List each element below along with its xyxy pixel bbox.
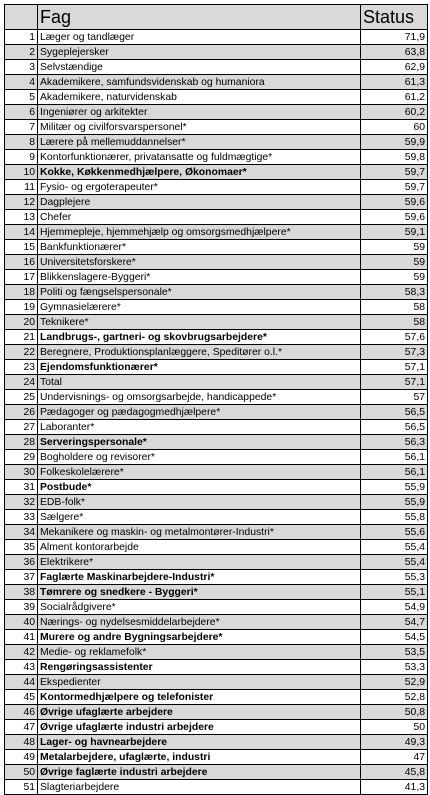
row-fag: Bankfunktionærer* <box>38 240 361 255</box>
row-number: 38 <box>5 585 38 600</box>
table-row <box>5 540 428 555</box>
row-number: 28 <box>5 435 38 450</box>
row-fag: Nærings- og nydelsesmiddelarbejdere* <box>38 615 361 630</box>
row-status: 63,8 <box>361 45 428 60</box>
row-status: 58 <box>361 300 428 315</box>
row-number: 49 <box>5 750 38 765</box>
row-number: 43 <box>5 660 38 675</box>
row-status: 58,3 <box>361 285 428 300</box>
table-row <box>5 360 428 375</box>
row-fag: Landbrugs-, gartneri- og skovbrugsarbejdere* <box>38 330 361 345</box>
row-fag: Læger og tandlæger <box>38 30 361 45</box>
table-row <box>5 210 428 225</box>
row-number: 17 <box>5 270 38 285</box>
table-row <box>5 525 428 540</box>
row-status: 59,7 <box>361 165 428 180</box>
row-fag: Politi og fængselspersonale* <box>38 285 361 300</box>
row-fag: Serveringspersonale* <box>38 435 361 450</box>
row-fag: Postbude* <box>38 480 361 495</box>
table-row <box>5 720 428 735</box>
row-number: 22 <box>5 345 38 360</box>
table-row <box>5 765 428 780</box>
row-status: 53,5 <box>361 645 428 660</box>
table-row <box>5 705 428 720</box>
row-number: 20 <box>5 315 38 330</box>
row-status: 56,1 <box>361 465 428 480</box>
table-body <box>5 30 428 795</box>
table-row <box>5 45 428 60</box>
row-number: 19 <box>5 300 38 315</box>
table-row <box>5 90 428 105</box>
row-fag: Sælgere* <box>38 510 361 525</box>
row-fag: Slagteriarbejdere <box>38 780 361 795</box>
table-row <box>5 105 428 120</box>
table-row <box>5 780 428 795</box>
row-fag: Hjemmepleje, hjemmehjælp og omsorgsmedhjælpere* <box>38 225 361 240</box>
row-status: 45,8 <box>361 765 428 780</box>
row-fag: Faglærte Maskinarbejdere-Industri* <box>38 570 361 585</box>
row-number: 4 <box>5 75 38 90</box>
row-status: 59,7 <box>361 180 428 195</box>
table-row <box>5 75 428 90</box>
row-status: 55,8 <box>361 510 428 525</box>
row-status: 56,5 <box>361 405 428 420</box>
table-row <box>5 150 428 165</box>
row-fag: Pædagoger og pædagogmedhjælpere* <box>38 405 361 420</box>
row-number: 41 <box>5 630 38 645</box>
table-row <box>5 570 428 585</box>
row-status: 59,9 <box>361 135 428 150</box>
row-status: 61,3 <box>361 75 428 90</box>
header-status: Status <box>361 5 428 30</box>
row-number: 51 <box>5 780 38 795</box>
row-status: 55,1 <box>361 585 428 600</box>
row-status: 59,6 <box>361 195 428 210</box>
row-number: 33 <box>5 510 38 525</box>
row-fag: Lærere på mellemuddannelser* <box>38 135 361 150</box>
row-status: 56,1 <box>361 450 428 465</box>
row-fag: Metalarbejdere, ufaglærte, industri <box>38 750 361 765</box>
row-status: 41,3 <box>361 780 428 795</box>
table-row <box>5 330 428 345</box>
row-fag: Medie- og reklamefolk* <box>38 645 361 660</box>
table-row <box>5 300 428 315</box>
table-header <box>5 5 428 30</box>
row-number: 32 <box>5 495 38 510</box>
row-fag: Folkeskolelærere* <box>38 465 361 480</box>
row-fag: Elektrikere* <box>38 555 361 570</box>
row-status: 57,3 <box>361 345 428 360</box>
row-number: 37 <box>5 570 38 585</box>
table-row <box>5 270 428 285</box>
row-number: 10 <box>5 165 38 180</box>
row-number: 18 <box>5 285 38 300</box>
table-row <box>5 510 428 525</box>
row-fag: Alment kontorarbejde <box>38 540 361 555</box>
row-status: 55,4 <box>361 540 428 555</box>
row-status: 55,4 <box>361 555 428 570</box>
table-row <box>5 375 428 390</box>
row-status: 55,9 <box>361 495 428 510</box>
table-row <box>5 225 428 240</box>
row-status: 56,3 <box>361 435 428 450</box>
row-fag: Beregnere, Produktionsplanlæggere, Speditører o.l.* <box>38 345 361 360</box>
row-number: 44 <box>5 675 38 690</box>
row-number: 6 <box>5 105 38 120</box>
table-row <box>5 435 428 450</box>
row-status: 59 <box>361 255 428 270</box>
row-number: 34 <box>5 525 38 540</box>
row-status: 59 <box>361 240 428 255</box>
table-row <box>5 465 428 480</box>
row-fag: Total <box>38 375 361 390</box>
table-row <box>5 165 428 180</box>
row-number: 27 <box>5 420 38 435</box>
table-row <box>5 255 428 270</box>
row-number: 9 <box>5 150 38 165</box>
row-number: 35 <box>5 540 38 555</box>
row-fag: Øvrige faglærte industri arbejdere <box>38 765 361 780</box>
table-row <box>5 675 428 690</box>
row-number: 45 <box>5 690 38 705</box>
table-row <box>5 120 428 135</box>
row-status: 55,3 <box>361 570 428 585</box>
row-fag: Selvstændige <box>38 60 361 75</box>
row-fag: Chefer <box>38 210 361 225</box>
row-fag: Murere og andre Bygningsarbejdere* <box>38 630 361 645</box>
header-row <box>5 5 428 30</box>
table-row <box>5 690 428 705</box>
row-number: 5 <box>5 90 38 105</box>
row-number: 24 <box>5 375 38 390</box>
row-number: 31 <box>5 480 38 495</box>
row-fag: Militær og civilforsvarspersonel* <box>38 120 361 135</box>
table-row <box>5 345 428 360</box>
table-row <box>5 480 428 495</box>
row-number: 48 <box>5 735 38 750</box>
header-fag: Fag <box>38 5 361 30</box>
row-status: 60,2 <box>361 105 428 120</box>
table-row <box>5 585 428 600</box>
row-status: 59 <box>361 270 428 285</box>
table-row <box>5 60 428 75</box>
row-number: 40 <box>5 615 38 630</box>
row-fag: Laboranter* <box>38 420 361 435</box>
table-row <box>5 30 428 45</box>
row-status: 58 <box>361 315 428 330</box>
row-status: 47 <box>361 750 428 765</box>
row-fag: Ekspedienter <box>38 675 361 690</box>
row-number: 7 <box>5 120 38 135</box>
row-fag: Dagplejere <box>38 195 361 210</box>
row-fag: Kokke, Køkkenmedhjælpere, Økonomaer* <box>38 165 361 180</box>
table-row <box>5 495 428 510</box>
row-number: 42 <box>5 645 38 660</box>
row-status: 55,9 <box>361 480 428 495</box>
row-status: 52,8 <box>361 690 428 705</box>
row-fag: Ejendomsfunktionærer* <box>38 360 361 375</box>
row-number: 47 <box>5 720 38 735</box>
table-row <box>5 615 428 630</box>
row-status: 50 <box>361 720 428 735</box>
table-row <box>5 390 428 405</box>
table-row <box>5 195 428 210</box>
table-row <box>5 600 428 615</box>
row-fag: Socialrådgivere* <box>38 600 361 615</box>
row-number: 11 <box>5 180 38 195</box>
table-row <box>5 750 428 765</box>
row-status: 54,5 <box>361 630 428 645</box>
table-row <box>5 630 428 645</box>
table-row <box>5 660 428 675</box>
row-number: 50 <box>5 765 38 780</box>
row-fag: Blikkenslagere-Byggeri* <box>38 270 361 285</box>
row-status: 57,1 <box>361 375 428 390</box>
row-status: 52,9 <box>361 675 428 690</box>
row-fag: EDB-folk* <box>38 495 361 510</box>
row-status: 54,9 <box>361 600 428 615</box>
row-number: 13 <box>5 210 38 225</box>
row-fag: Kontorfunktionærer, privatansatte og fuldmægtige* <box>38 150 361 165</box>
row-status: 56,5 <box>361 420 428 435</box>
table-row <box>5 555 428 570</box>
row-status: 53,3 <box>361 660 428 675</box>
table-row <box>5 405 428 420</box>
table-row <box>5 420 428 435</box>
row-fag: Undervisnings- og omsorgsarbejde, handicappede* <box>38 390 361 405</box>
row-status: 62,9 <box>361 60 428 75</box>
row-number: 16 <box>5 255 38 270</box>
table-row <box>5 735 428 750</box>
row-number: 12 <box>5 195 38 210</box>
table-row <box>5 315 428 330</box>
table-row <box>5 180 428 195</box>
row-number: 1 <box>5 30 38 45</box>
row-status: 57 <box>361 390 428 405</box>
row-fag: Rengøringsassistenter <box>38 660 361 675</box>
row-number: 36 <box>5 555 38 570</box>
row-status: 49,3 <box>361 735 428 750</box>
row-status: 57,6 <box>361 330 428 345</box>
row-fag: Tømrere og snedkere - Byggeri* <box>38 585 361 600</box>
table-row <box>5 240 428 255</box>
row-fag: Øvrige ufaglærte industri arbejdere <box>38 720 361 735</box>
row-fag: Akademikere, samfundsvidenskab og humaniora <box>38 75 361 90</box>
row-number: 2 <box>5 45 38 60</box>
row-number: 14 <box>5 225 38 240</box>
row-number: 26 <box>5 405 38 420</box>
row-fag: Akademikere, naturvidenskab <box>38 90 361 105</box>
row-fag: Ingeniører og arkitekter <box>38 105 361 120</box>
row-status: 59,1 <box>361 225 428 240</box>
row-status: 55,6 <box>361 525 428 540</box>
row-status: 60 <box>361 120 428 135</box>
row-number: 23 <box>5 360 38 375</box>
row-fag: Kontormedhjælpere og telefonister <box>38 690 361 705</box>
row-number: 29 <box>5 450 38 465</box>
table-row <box>5 450 428 465</box>
status-table <box>4 4 428 795</box>
row-fag: Bogholdere og revisorer* <box>38 450 361 465</box>
row-status: 57,1 <box>361 360 428 375</box>
row-fag: Gymnasielærere* <box>38 300 361 315</box>
row-fag: Lager- og havnearbejdere <box>38 735 361 750</box>
row-status: 54,7 <box>361 615 428 630</box>
row-status: 50,8 <box>361 705 428 720</box>
row-fag: Mekanikere og maskin- og metalmontører-Industri* <box>38 525 361 540</box>
table-row <box>5 135 428 150</box>
row-number: 21 <box>5 330 38 345</box>
row-fag: Øvrige ufaglærte arbejdere <box>38 705 361 720</box>
row-number: 30 <box>5 465 38 480</box>
row-fag: Sygeplejersker <box>38 45 361 60</box>
row-fag: Teknikere* <box>38 315 361 330</box>
row-status: 59,8 <box>361 150 428 165</box>
row-fag: Universitetsforskere* <box>38 255 361 270</box>
row-number: 46 <box>5 705 38 720</box>
table-row <box>5 285 428 300</box>
row-number: 3 <box>5 60 38 75</box>
table-row <box>5 645 428 660</box>
row-number: 8 <box>5 135 38 150</box>
row-status: 59,6 <box>361 210 428 225</box>
row-fag: Fysio- og ergoterapeuter* <box>38 180 361 195</box>
row-number: 15 <box>5 240 38 255</box>
header-num <box>5 5 38 30</box>
row-status: 71,9 <box>361 30 428 45</box>
status-table-container <box>4 4 427 795</box>
row-number: 39 <box>5 600 38 615</box>
row-number: 25 <box>5 390 38 405</box>
row-status: 61,2 <box>361 90 428 105</box>
